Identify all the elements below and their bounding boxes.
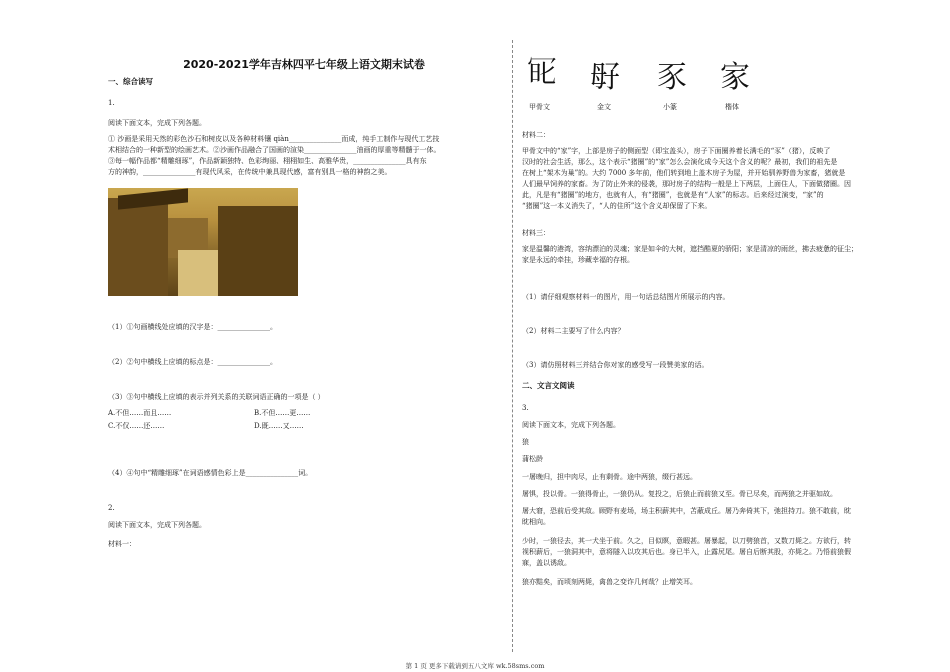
q2-sub1: （1）请仔细观察材料一的图片，用一句话总结图片所展示的内容。 xyxy=(522,293,730,301)
glyph-label: 金文 xyxy=(597,103,611,111)
wolf-para: 屠大窘，恐前后受其敌。顾野有麦场，场主积薪其中，苫蔽成丘。屠乃奔倚其下，弛担持刀。狼不敢前，眈 xyxy=(522,507,851,515)
q1-instruction: 阅读下面文本，完成下列各题。 xyxy=(108,119,206,127)
passage-line: ① 沙画是采用天然的彩色沙石和树皮以及各种材料镶 qiàn_______________而成，纯手工制作与现代工艺技 xyxy=(108,135,440,143)
q1-sub2: （2）②句中横线上应填的标点是：_______________。 xyxy=(108,358,277,366)
wolf-para: 狼亦黠矣，而顷刻两毙，禽兽之变诈几何哉？止增笑耳。 xyxy=(522,578,697,586)
passage-line: 术相结合的一种新型的绘画艺术。②沙画作品融合了国画的渲染_______________油画的厚重等精髓于一体。 xyxy=(108,146,441,154)
q1-passage xyxy=(108,134,508,178)
bronze-glyph-icon: 㝀 xyxy=(590,60,620,95)
material3-heading: 材料三： xyxy=(522,229,550,237)
oracle-glyph-icon: 𠖆 xyxy=(527,55,557,90)
q1-sub1: （1）①句画横线处应填的汉字是：_______________。 xyxy=(108,323,277,331)
glyph-label: 小篆 xyxy=(663,103,677,111)
material2-line: 人们最早饲养的家畜。为了防止外来的侵袭，那时房子的结构一般是上下两层，上面住人，下面做猪圈。因 xyxy=(522,180,851,188)
option-c: C.不仅……还…… xyxy=(108,422,165,430)
text-author: 蒲松龄 xyxy=(522,455,543,463)
option-a: A.不但……而且…… xyxy=(108,409,172,417)
wolf-para: 寐，盖以诱敌。 xyxy=(522,559,571,567)
wolf-para: 少时，一狼径去，其一犬坐于前。久之，目似瞑，意暇甚。屠暴起，以刀劈狼首，又数刀毙之。方欲行，转 xyxy=(522,537,851,545)
passage-line: ③每一幅作品都“精雕细琢”，作品新颖独特、色彩绚丽、栩栩如生、高雅华贵，_______________具有东 xyxy=(108,157,427,165)
q1-sub4: （4）④句中“精雕细琢”在词语感情色彩上是_______________词。 xyxy=(108,469,313,477)
text-title: 狼 xyxy=(522,438,529,446)
wolf-para: 一屠晚归，担中肉尽，止有剩骨。途中两狼，缀行甚远。 xyxy=(522,473,697,481)
q1-number: 1. xyxy=(108,99,115,107)
column-divider xyxy=(512,40,513,652)
passage-line: 方的神韵，_______________有现代风采，在传统中兼具现代感，富有别具一格的神韵之美。 xyxy=(108,168,392,176)
wolf-para: 视积薪后，一狼洞其中，意将隧入以攻其后也。身已半入，止露尻尾。屠自后断其股，亦毙之。乃悟前狼假 xyxy=(522,548,851,556)
q2-sub2: （2）材料二主要写了什么内容？ xyxy=(522,327,625,335)
glyph-label: 甲骨文 xyxy=(529,103,550,111)
option-d: D.既……又…… xyxy=(254,422,304,430)
option-b: B.不但……更…… xyxy=(254,409,311,417)
page-footer: 第 1 页 更多下载请到五八文库 wk.58sms.com xyxy=(405,662,545,670)
material1-heading: 材料一： xyxy=(108,540,136,548)
material2-line: 甲骨文中的“家”字，上部是房子的侧面型（即宝盖头），房子下面圈养着长满毛的“豕”（猪），反映了 xyxy=(522,147,831,155)
regular-glyph-icon: 家 xyxy=(720,60,750,95)
seal-glyph-icon: 豕 xyxy=(657,60,687,95)
left-column xyxy=(108,46,500,87)
material2-line: 在树上“架木为巢”的。大约 7000 多年前，他们转到地上盖木房子为屋，并开始驯养野兽为家畜，猪就是 xyxy=(522,169,846,177)
material3-text xyxy=(522,244,922,266)
q1-sub3: （3）③句中横线上应填的表示并列关系的关联词语正确的一项是（ ） xyxy=(108,393,325,401)
sand-painting-photo xyxy=(108,188,298,296)
material2-heading: 材料二： xyxy=(522,131,550,139)
wolf-para: 眈相向。 xyxy=(522,518,550,526)
q3-instruction: 阅读下面文本，完成下列各题。 xyxy=(522,421,620,429)
section-heading-1: 一、综合读写 xyxy=(108,77,153,86)
wolf-para: 屠惧，投以骨。一狼得骨止，一狼仍从。复投之，后狼止而前狼又至。骨已尽矣，而两狼之并驱如故。 xyxy=(522,490,837,498)
q2-instruction: 阅读下面文本，完成下列各题。 xyxy=(108,521,206,529)
material3-line: 家是温馨的港湾，容纳漂泊的灵魂；家是如伞的大树，遮挡酷夏的骄阳；家是清凉的雨丝，拂去疲惫的征尘； xyxy=(522,245,858,253)
material2-line: 汉时的社会生活，那么，这个表示“猪圈”的“家”怎么会演化成今天这个含义的呢？最初，我们的祖先是 xyxy=(522,158,838,166)
q3-number: 3. xyxy=(522,404,529,412)
page-title: 2020-2021学年吉林四平七年级上语文期末试卷 xyxy=(183,58,425,71)
material2-line: 此，凡是有“猪圈”的地方，也就有人，有“猪圈”，也就是有“人家”的标志。后来经过演变，“家”的 xyxy=(522,191,824,199)
q2-number: 2. xyxy=(108,504,115,512)
material3-line: 家是永远的牵挂，珍藏幸福的存根。 xyxy=(522,256,634,264)
q2-sub3: （3）请仿照材料三并结合你对家的感受写一段赞美家的话。 xyxy=(522,361,709,369)
character-evolution xyxy=(525,52,775,112)
section-heading-2: 二、文言文阅读 xyxy=(522,381,575,390)
glyph-label: 楷体 xyxy=(725,103,739,111)
material2-text xyxy=(522,146,922,212)
material2-line: “猪圈”这一本义消失了，“人的住所”这个含义却保留了下来。 xyxy=(522,202,712,210)
